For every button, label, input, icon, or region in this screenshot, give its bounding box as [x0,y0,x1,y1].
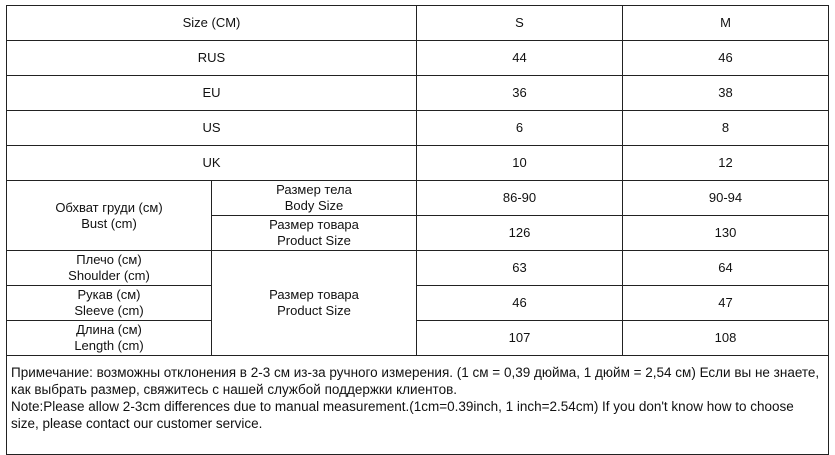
cell-s: 44 [417,41,623,76]
length-label [7,321,212,356]
shoulder-label-ru: Плечо (см) [76,252,142,267]
length-label-en: Length (cm) [74,338,144,353]
cell-s: 36 [417,76,623,111]
table-row-us [7,111,829,146]
table-row-rus [7,41,829,76]
body-size-label-en: Body Size [284,198,344,213]
sleeve-label [7,286,212,321]
cell-m: 12 [623,146,829,181]
cell-s: 86-90 [417,181,623,216]
product-group-label-en: Product Size [277,303,351,318]
table-row-bust-body [7,181,829,216]
product-size-label [212,216,417,251]
cell-s: 6 [417,111,623,146]
product-group-label [212,251,417,356]
body-size-label-ru: Размер тела [276,182,352,197]
row-label: UK [7,146,417,181]
length-label-ru: Длина (см) [76,322,142,337]
cell-m: 108 [623,321,829,356]
product-size-label-en: Product Size [277,233,351,248]
note-row [7,356,829,455]
cell-s: 63 [417,251,623,286]
product-size-label-ru: Размер товара [269,217,359,232]
note-ru: Примечание: возможны отклонения в 2-3 см из-за ручного измерения. (1 см = 0,39 дюйма, 1 дюйм = 2,54 см) Если вы не знаете, как выбрать размер, свяжитесь с нашей службой поддержки клиентов. [11,365,820,397]
note-cell [7,356,829,455]
bust-label-ru: Обхват груди (см) [55,199,163,215]
cell-m: 47 [623,286,829,321]
row-label: RUS [7,41,417,76]
cell-m: 64 [623,251,829,286]
note-en: Note:Please allow 2-3cm differences due to manual measurement.(1cm=0.39inch, 1 inch=2.54cm) If you don't know how to choose size, please contact our customer service. [11,399,794,431]
product-group-label-ru: Размер товара [269,287,359,302]
bust-label [7,181,212,251]
cell-s: 46 [417,286,623,321]
size-chart-table [6,5,829,455]
row-label: US [7,111,417,146]
cell-s: 107 [417,321,623,356]
row-label: EU [7,76,417,111]
cell-m: 8 [623,111,829,146]
cell-s: 126 [417,216,623,251]
bust-label-en: Bust (cm) [81,215,137,231]
sleeve-label-en: Sleeve (cm) [74,303,144,318]
table-row-length [7,321,829,356]
body-size-label [212,181,417,216]
cell-m: 38 [623,76,829,111]
shoulder-label [7,251,212,286]
cell-m: 90-94 [623,181,829,216]
header-label: Size (CM) [7,6,417,41]
cell-m: 130 [623,216,829,251]
cell-m: 46 [623,41,829,76]
table-row-uk [7,146,829,181]
cell-s: 10 [417,146,623,181]
shoulder-label-en: Shoulder (cm) [68,268,150,283]
header-size-m: M [623,6,829,41]
sleeve-label-ru: Рукав (см) [77,287,141,302]
table-row-eu [7,76,829,111]
header-size-s: S [417,6,623,41]
table-row-shoulder [7,251,829,286]
header-row [7,6,829,41]
table-row-sleeve [7,286,829,321]
